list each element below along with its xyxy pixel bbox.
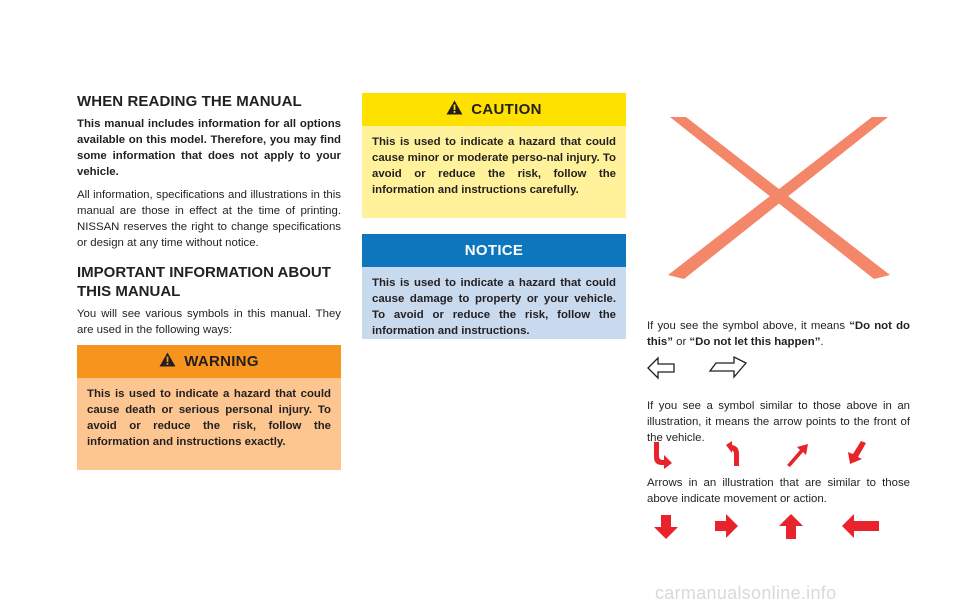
curved-arrow-icons bbox=[650, 440, 880, 475]
caution-label: CAUTION bbox=[471, 101, 542, 118]
do-not-quote-2: “Do not let this happen” bbox=[689, 336, 821, 348]
front-text: If you see a symbol similar to those above in an illustration, it means the arrow points to the front of the vehicle. bbox=[647, 400, 910, 444]
caution-header bbox=[362, 93, 626, 126]
caution-box bbox=[362, 93, 626, 218]
arrow-down-icon bbox=[654, 515, 678, 539]
diagonal-arrow-icon bbox=[787, 444, 808, 467]
movement-text: Arrows in an illustration that are similar to those above indicate movement or action. bbox=[647, 477, 910, 505]
front-arrow-icons bbox=[646, 355, 756, 386]
do-not-pre: If you see the symbol above, it means bbox=[647, 320, 850, 332]
movement-arrow-icons bbox=[654, 514, 904, 545]
notice-text: This is used to indicate a hazard that could cause damage to property or your vehicle. To avoid or reduce the risk, follow the information and instructions. bbox=[372, 277, 616, 337]
warning-triangle-icon bbox=[159, 352, 176, 371]
diagonal-arrow-icon bbox=[848, 441, 866, 464]
arrow-left-icon bbox=[842, 514, 879, 538]
notice-header bbox=[362, 234, 626, 267]
arrow-right-icon bbox=[715, 514, 738, 538]
important-body: You will see various symbols in this manual. They are used in the following ways: bbox=[77, 308, 341, 336]
reading-title: WHEN READING THE MANUAL bbox=[77, 93, 302, 110]
warning-text: This is used to indicate a hazard that could cause death or serious personal injury. To avoid or reduce the risk, follow the information and instructions exactly. bbox=[87, 388, 331, 448]
caution-triangle-icon bbox=[446, 100, 463, 119]
watermark: carmanualsonline.info bbox=[655, 583, 837, 603]
reading-body: All information, specifications and illustrations in this manual are those in effect at the time of printing. NISSAN reserves the right to change specifications or design at any time without notice. bbox=[77, 189, 341, 249]
left-column bbox=[77, 93, 341, 338]
do-not-quote-1: “Do not do this” bbox=[647, 320, 910, 348]
do-not-end: . bbox=[820, 336, 824, 348]
curve-arrow-icon bbox=[654, 442, 672, 469]
important-title: IMPORTANT INFORMATION ABOUT THIS MANUAL bbox=[77, 264, 331, 300]
notice-box bbox=[362, 234, 626, 339]
warning-label: WARNING bbox=[184, 353, 259, 370]
do-not-text bbox=[647, 318, 910, 350]
notice-label: NOTICE bbox=[464, 242, 524, 259]
front-arrow-outline-icon bbox=[648, 357, 746, 378]
caution-text: This is used to indicate a hazard that could cause minor or moderate perso-nal injury. To avoid or reduce the risk, follow the information and instructions carefully. bbox=[372, 136, 616, 196]
do-not-or: or bbox=[672, 336, 690, 348]
curve-arrow-icon bbox=[726, 441, 739, 466]
arrow-up-icon bbox=[779, 514, 803, 539]
reading-intro: This manual includes information for all options available on this model. Therefore, you may find some information that does not apply to your vehicle. bbox=[77, 118, 341, 178]
warning-header bbox=[77, 345, 341, 378]
do-not-cross-icon bbox=[652, 113, 906, 283]
warning-box bbox=[77, 345, 341, 470]
